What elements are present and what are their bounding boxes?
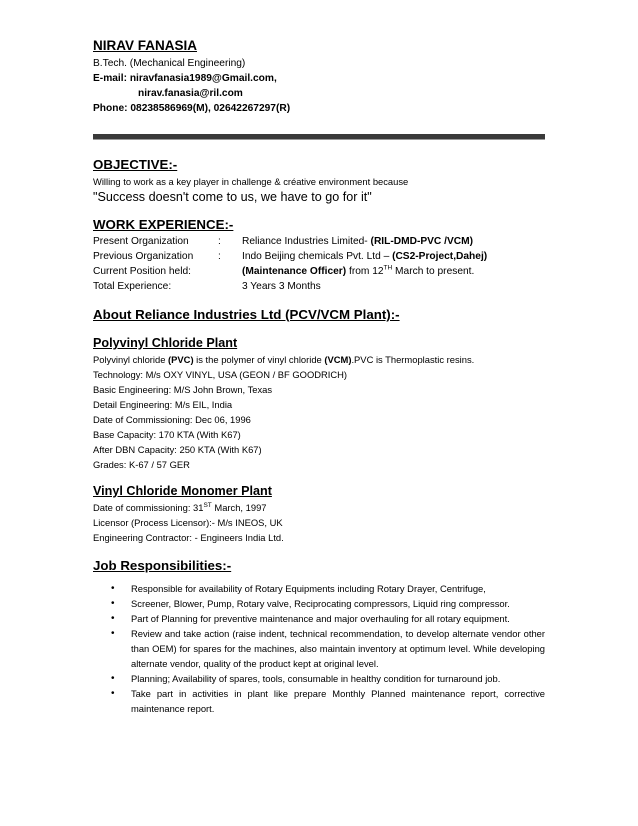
- vcm-contractor: Engineering Contractor: - Engineers India Ltd.: [93, 532, 284, 543]
- list-item: [93, 626, 545, 671]
- pvc-detail-line: Detail Engineering: M/s EIL, India: [93, 399, 233, 410]
- list-item: [93, 611, 545, 626]
- phone-line: [93, 101, 545, 116]
- bullet-icon: •: [111, 583, 115, 594]
- value-text: from 12: [346, 266, 384, 277]
- phone-value: 08238586969(M), 02642267297(R): [130, 103, 291, 114]
- list-item: [93, 686, 545, 716]
- value-bold: (Maintenance Officer): [242, 266, 347, 277]
- vcm-commissioning-text: Date of commissioning: 31: [93, 502, 204, 513]
- work-row-label: Current Position held:: [93, 266, 191, 277]
- work-row-value: [242, 264, 474, 279]
- pvc-detail-line: Basic Engineering: M/S John Brown, Texas: [93, 384, 273, 395]
- bullet-icon: •: [111, 673, 115, 684]
- pvc-plant-heading: Polyvinyl Chloride Plant: [93, 336, 238, 350]
- work-row: [93, 264, 545, 279]
- value-text: Reliance Industries Limited-: [242, 236, 371, 247]
- work-row-label: Previous Organization: [93, 251, 194, 262]
- objective-quote: "Success doesn't come to us, we have to go for it": [93, 190, 372, 204]
- objective-text: Willing to work as a key player in challenge & créative environment because: [93, 176, 409, 187]
- about-heading: About Reliance Industries Ltd (PCV/VCM Plant):-: [93, 307, 400, 322]
- list-item-text: Planning; Availability of spares, tools, consumable in healthy condition for turnaround job.: [131, 673, 501, 684]
- email-2: nirav.fanasia@ril.com: [138, 88, 243, 99]
- responsibilities-list: [93, 581, 545, 716]
- vcm-plant-heading: Vinyl Chloride Monomer Plant: [93, 484, 272, 498]
- pvc-detail-line: Technology: M/s OXY VINYL, USA (GEON / BF GOODRICH): [93, 369, 348, 380]
- pvc-detail-line: Date of Commissioning: Dec 06, 1996: [93, 414, 251, 425]
- work-row-sep: [218, 264, 242, 279]
- list-item-text: Screener, Blower, Pump, Rotary valve, Reciprocating compressors, Liquid ring compressor.: [131, 598, 510, 609]
- pvc-intro-bold: (PVC): [168, 354, 194, 365]
- pvc-intro-text: .PVC is Thermoplastic resins.: [351, 354, 475, 365]
- work-row-label: Total Experience:: [93, 281, 172, 292]
- list-item-text: Part of Planning for preventive maintenance and major overhauling for all rotary equipment.: [131, 613, 510, 624]
- list-item-text: Review and take action (raise indent, technical recommendation, to develop alternate vendor other than OEM) for spares for the machines, also maintain inventory at optimum level. While developing alternate vendor, quality of the product kept at original level.: [131, 628, 545, 669]
- work-experience-table: [93, 234, 545, 294]
- work-row-label: Present Organization: [93, 236, 189, 247]
- list-item: [93, 581, 545, 596]
- job-responsibilities-heading: Job Responsibilities:-: [93, 558, 232, 573]
- email-line-1: [93, 71, 545, 86]
- candidate-name: NIRAV FANASIA: [93, 38, 198, 53]
- resume-content: [93, 36, 545, 716]
- vcm-commissioning-text: March, 1997: [211, 502, 267, 513]
- work-row: [93, 249, 545, 264]
- work-row-value: [242, 234, 473, 249]
- bullet-icon: •: [111, 688, 115, 699]
- pvc-intro-bold: (VCM): [324, 354, 352, 365]
- list-item: [93, 596, 545, 611]
- bullet-icon: •: [111, 598, 115, 609]
- pvc-intro: [93, 352, 545, 367]
- vcm-commissioning-sup: ST: [203, 501, 212, 509]
- work-row-value: [242, 249, 487, 264]
- work-row-sep: :: [218, 236, 221, 247]
- email-label: E-mail:: [93, 73, 127, 84]
- pvc-detail-line: Grades: K-67 / 57 GER: [93, 459, 190, 470]
- pvc-detail-line: Base Capacity: 170 KTA (With K67): [93, 429, 241, 440]
- pvc-intro-text: Polyvinyl chloride: [93, 354, 169, 365]
- vcm-licensor: Licensor (Process Licensor):- M/s INEOS, UK: [93, 517, 283, 528]
- vcm-commissioning: [93, 500, 545, 515]
- work-row-sep: :: [218, 251, 221, 262]
- value-text: Indo Beijing chemicals Pvt. Ltd –: [242, 251, 393, 262]
- pvc-detail-line: After DBN Capacity: 250 KTA (With K67): [93, 444, 262, 455]
- work-row: [93, 234, 545, 249]
- phone-label: Phone:: [93, 103, 128, 114]
- work-experience-heading: WORK EXPERIENCE:-: [93, 217, 234, 232]
- email-1: niravfanasia1989@Gmail.com,: [129, 73, 277, 84]
- work-row: [93, 279, 545, 294]
- pvc-intro-text: is the polymer of vinyl chloride: [193, 354, 325, 365]
- work-row-sep: [218, 279, 242, 294]
- value-bold: (CS2-Project,Dahej): [392, 251, 488, 262]
- bullet-icon: •: [111, 628, 115, 639]
- header-divider: [93, 134, 545, 140]
- list-item-text: Take part in activities in plant like prepare Monthly Planned maintenance report, corrective maintenance report.: [131, 688, 545, 714]
- degree: B.Tech. (Mechanical Engineering): [93, 58, 246, 69]
- work-row-value: 3 Years 3 Months: [242, 281, 321, 292]
- value-text: March to present.: [392, 266, 475, 277]
- value-sup: TH: [383, 264, 393, 272]
- objective-heading: OBJECTIVE:-: [93, 157, 178, 172]
- bullet-icon: •: [111, 613, 115, 624]
- value-bold: (RIL-DMD-PVC /VCM): [370, 236, 473, 247]
- list-item: [93, 671, 545, 686]
- list-item-text: Responsible for availability of Rotary Equipments including Rotary Drayer, Centrifuge,: [131, 583, 486, 594]
